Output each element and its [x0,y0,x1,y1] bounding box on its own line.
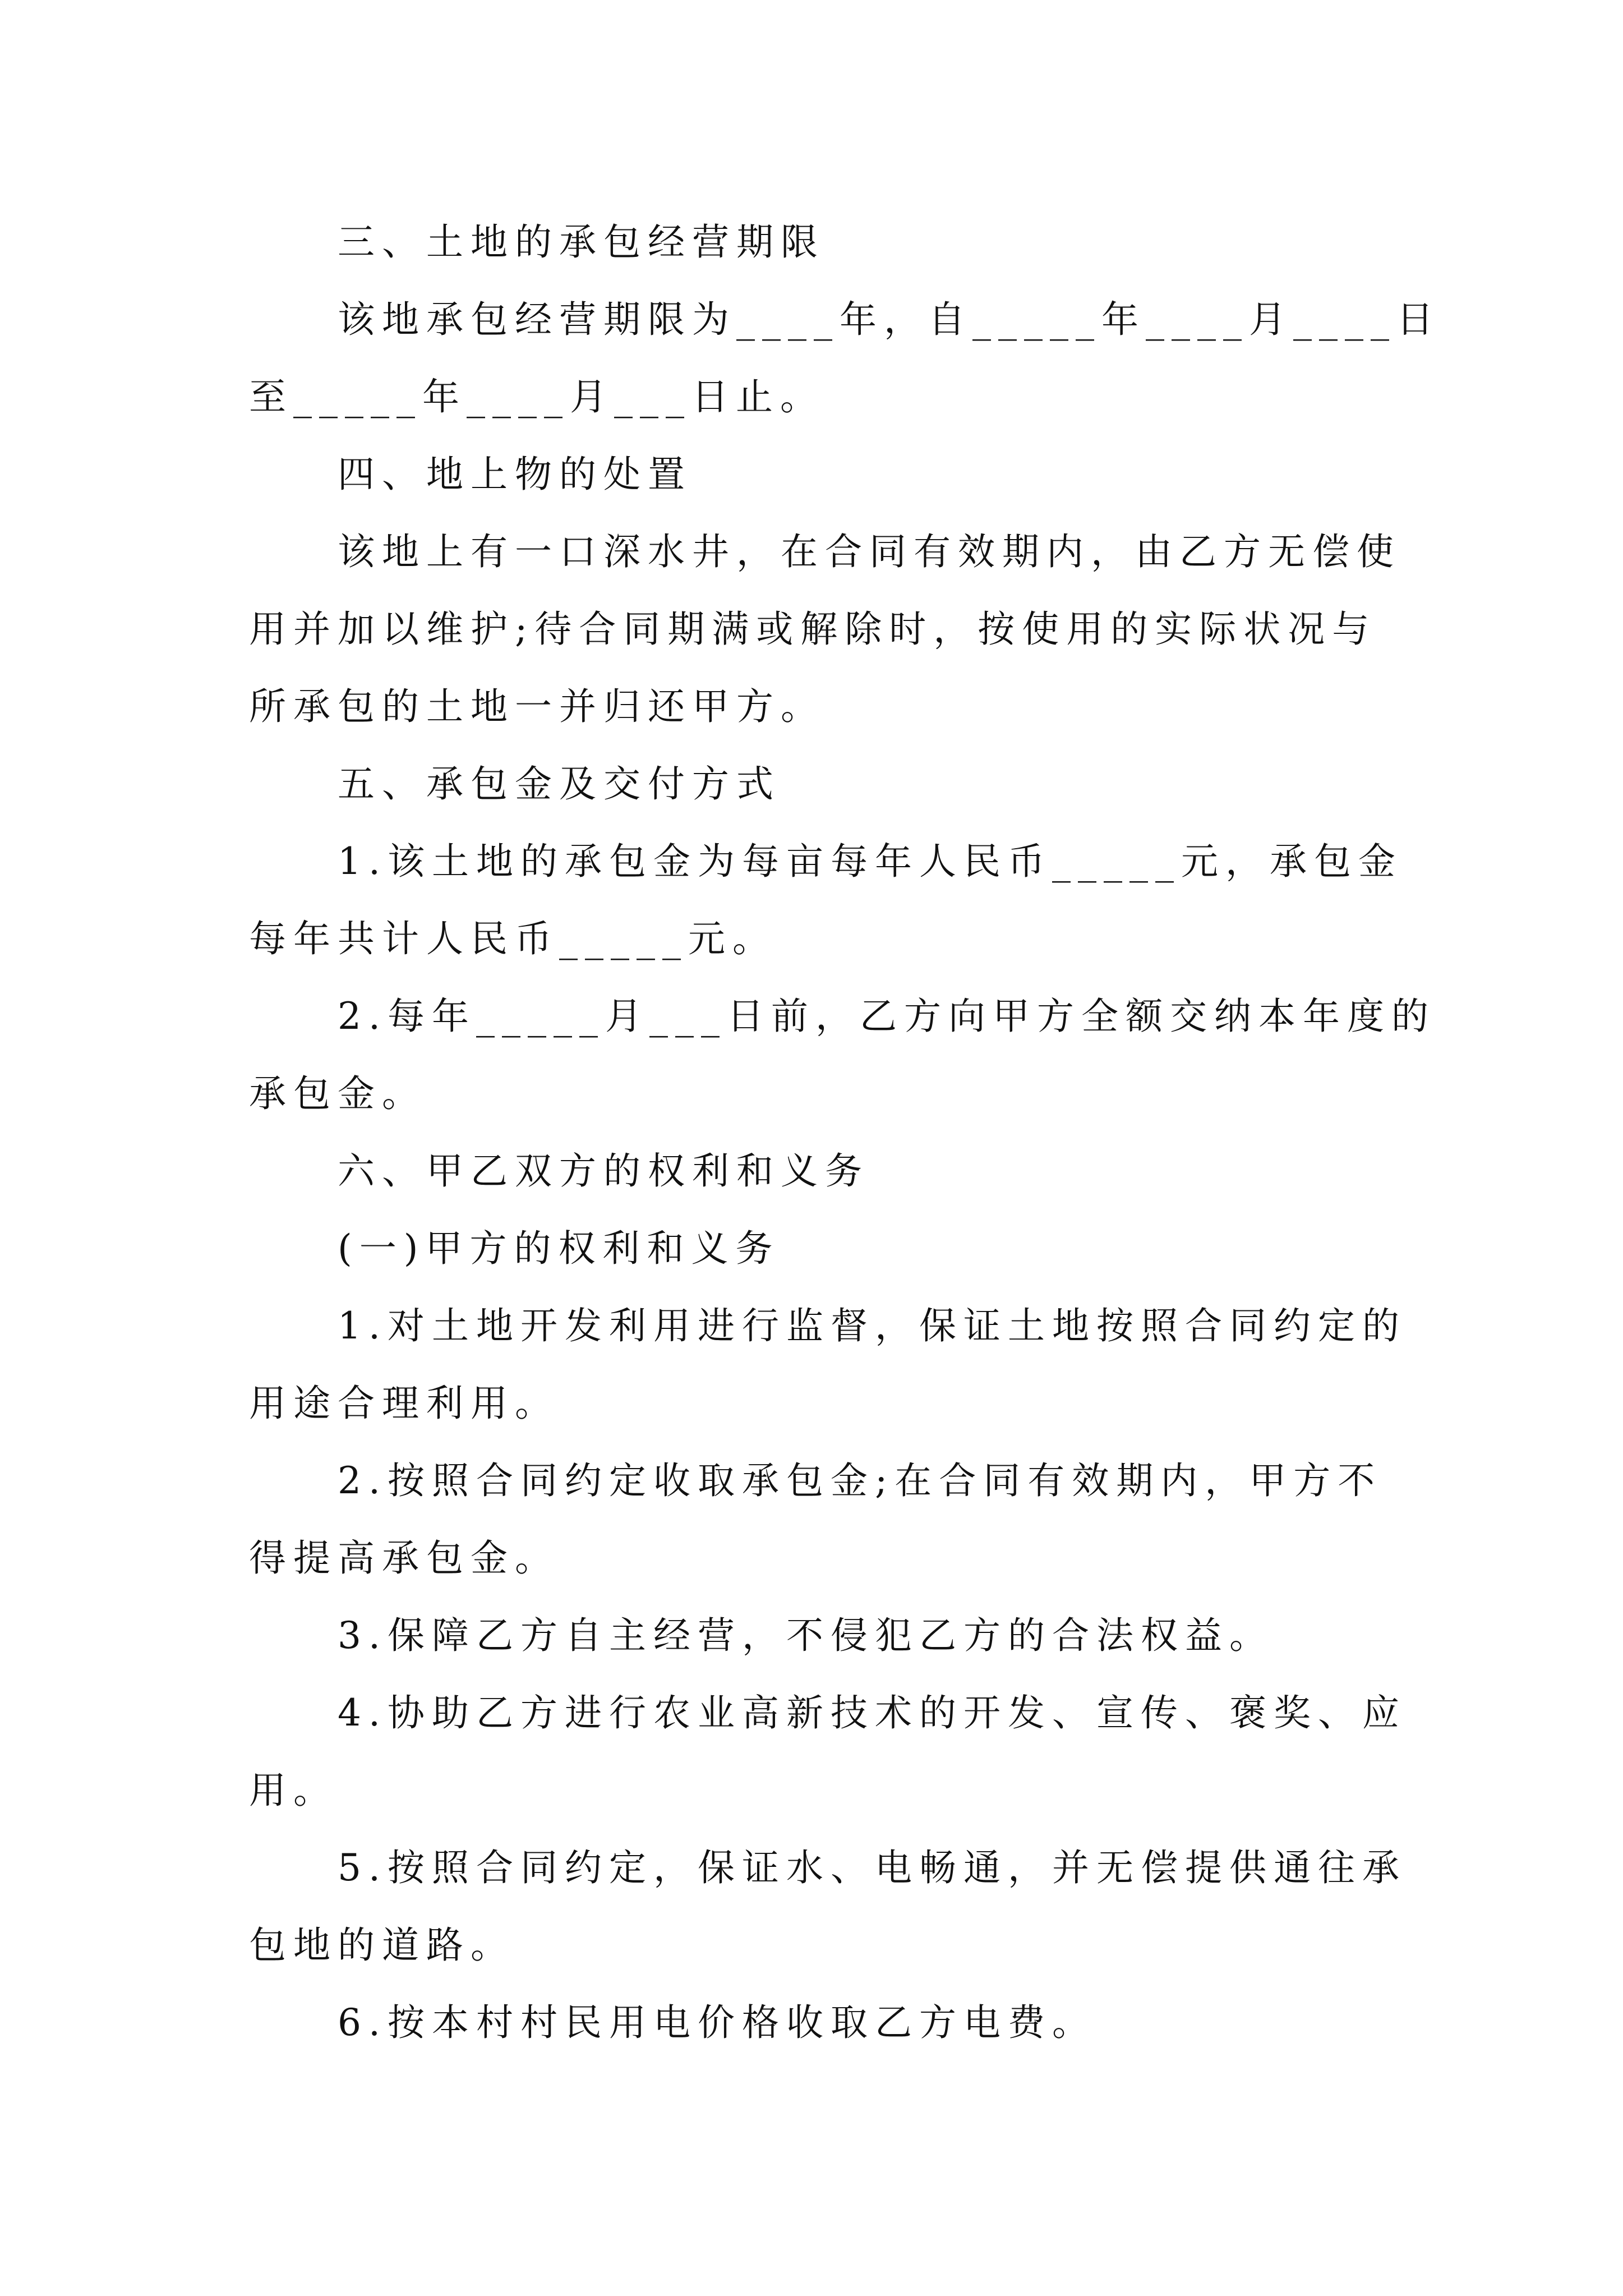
paragraph-line: 至_____年____月___日止。 [249,375,824,418]
section-heading-term: 三、土地的承包经营期限 [338,220,825,264]
section-heading-structures: 四、地上物的处置 [338,453,692,496]
paragraph-line: 包地的道路。 [249,1924,515,1967]
paragraph-line: 该地上有一口深水井，在合同有效期内，由乙方无偿使 [338,530,1401,573]
paragraph-line: 所承包的土地一并归还甲方。 [249,685,825,728]
paragraph-line: 用并加以维护;待合同期满或解除时，按使用的实际状况与 [249,608,1377,651]
section-heading-payment: 五、承包金及交付方式 [338,762,781,806]
paragraph-line: 用。 [249,1769,338,1812]
paragraph-line: 该地承包经营期限为____年，自_____年____月____日 [338,298,1441,341]
paragraph-line: 用途合理利用。 [249,1382,559,1425]
subsection-heading-party-a: (一)甲方的权利和义务 [338,1227,780,1270]
paragraph-line: 1.对土地开发利用进行监督，保证土地按照合同约定的 [338,1304,1407,1347]
paragraph-line: 6.按本村村民用电价格收取乙方电费。 [338,2001,1096,2044]
paragraph-line: 2.每年_____月___日前，乙方向甲方全额交纳本年度的 [338,995,1436,1038]
paragraph-line: 1.该土地的承包金为每亩每年人民币_____元，承包金 [338,840,1403,883]
paragraph-line: 4.协助乙方进行农业高新技术的开发、宣传、褒奖、应 [338,1691,1407,1734]
paragraph-line: 2.按照合同约定收取承包金;在合同有效期内，甲方不 [338,1459,1382,1502]
paragraph-line: 得提高承包金。 [249,1536,559,1580]
paragraph-line: 每年共计人民币_____元。 [249,917,777,960]
section-heading-rights: 六、甲乙双方的权利和义务 [338,1149,869,1193]
paragraph-line: 承包金。 [249,1072,426,1115]
paragraph-line: 5.按照合同约定，保证水、电畅通，并无偿提供通往承 [338,1846,1407,1889]
paragraph-line: 3.保障乙方自主经营，不侵犯乙方的合法权益。 [338,1614,1274,1657]
